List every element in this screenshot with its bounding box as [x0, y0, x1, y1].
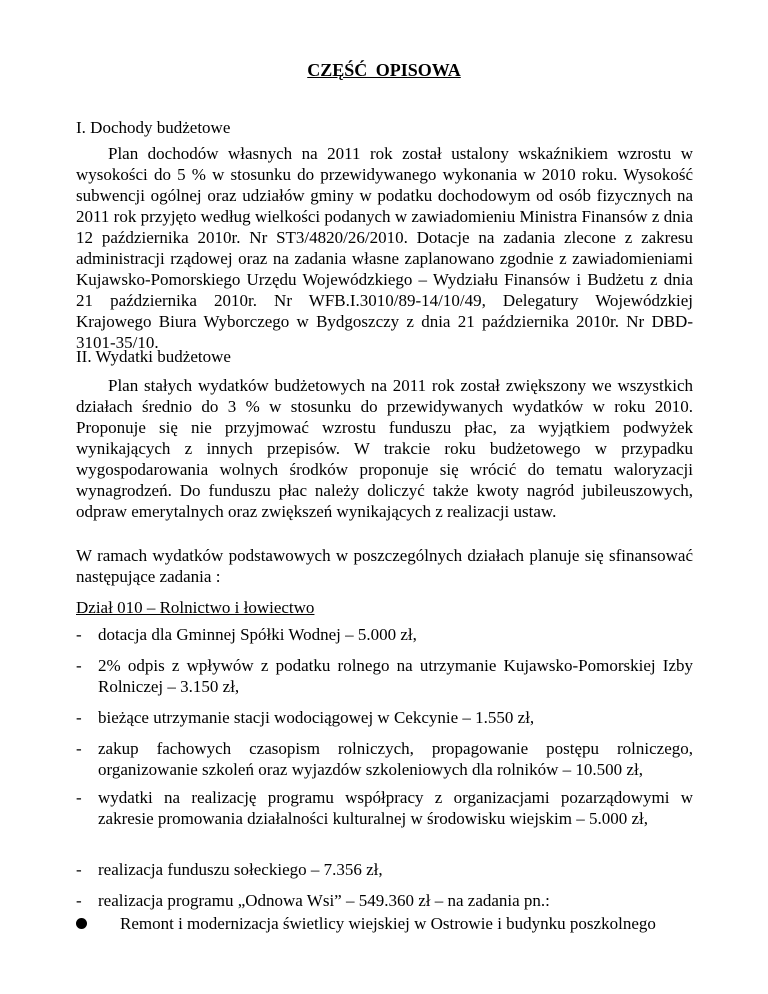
list-item — [76, 890, 693, 911]
list-item-text: zakup fachowych czasopism rolniczych, propagowanie postępu rolniczego, organizowanie szkoleń oraz wyjazdów szkoleniowych dla rolników – 10.500 zł, — [98, 739, 693, 779]
list-item-text: realizacja programu „Odnowa Wsi” – 549.360 zł – na zadania pn.: — [98, 891, 550, 910]
section-heading-income: I. Dochody budżetowe — [76, 118, 231, 137]
list-item-text: bieżące utrzymanie stacji wodociągowej w Cekcynie – 1.550 zł, — [98, 708, 535, 727]
department-010-heading: Dział 010 – Rolnictwo i łowiectwo — [76, 598, 315, 617]
list-item — [76, 655, 693, 697]
page-title: CZĘŚĆ OPISOWA — [307, 60, 461, 80]
list-item-text: realizacja funduszu sołeckiego – 7.356 zł, — [98, 860, 383, 879]
list-item — [76, 738, 693, 780]
expenses-intro-paragraph: W ramach wydatków podstawowych w poszczególnych działach planuje się sfinansować następujące zadania : — [76, 546, 693, 586]
dash-marker: - — [76, 708, 82, 727]
bullet-item-text: Remont i modernizacja świetlicy wiejskiej w Ostrowie i budynku poszkolnego — [120, 914, 656, 933]
dash-marker: - — [76, 625, 82, 644]
dash-marker: - — [76, 656, 82, 675]
expenses-paragraph: Plan stałych wydatków budżetowych na 2011 rok został zwiększony we wszystkich działach średnio do 3 % w stosunku do przewidywanych wydatków w roku 2010. Proponuje się nie przyjmować wzrostu funduszu płac, za wyjątkiem podwyżek wynikających z innych przepisów. W trakcie roku budżetowego w przypadku wygospodarowania wolnych środków proponuje się wrócić do tematu waloryzacji wynagrodzeń. Do funduszu płac należy doliczyć także kwoty nagród jubileuszowych, odpraw emerytalnych oraz zwiększeń wynikających z realizacji ustaw. — [76, 376, 693, 521]
dash-marker: - — [76, 860, 82, 879]
list-item-text: dotacja dla Gminnej Spółki Wodnej – 5.000 zł, — [98, 625, 417, 644]
list-item — [76, 624, 693, 645]
dash-marker: - — [76, 788, 82, 807]
bullet-dot-icon — [76, 918, 87, 929]
list-item — [76, 707, 693, 728]
list-item — [76, 859, 693, 880]
bullet-item — [76, 913, 693, 934]
dash-marker: - — [76, 891, 82, 910]
income-paragraph: Plan dochodów własnych na 2011 rok został ustalony wskaźnikiem wzrostu w wysokości do 5 % w stosunku do przewidywanego wykonania w 2010 roku. Wysokość subwencji ogólnej oraz udziałów gminy w podatku dochodowym od osób fizycznych na 2011 rok przyjęto według wielkości podanych w zawiadomieniu Ministra Finansów z dnia 12 października 2010r. Nr ST3/4820/26/2010. Dotacje na zadania zlecone z zakresu administracji rządowej oraz na zadania własne zaplanowano zgodnie z zawiadomieniami Kujawsko-Pomorskiego Urzędu Wojewódzkiego – Wydziału Finansów i Budżetu z dnia 21 października 2010r. Nr WFB.I.3010/89-14/10/49, Delegatury Wojewódzkiej Krajowego Biura Wyborczego w Bydgoszczy z dnia 21 października 2010r. Nr DBD-3101-35/10. — [76, 144, 693, 352]
list-item-text: wydatki na realizację programu współpracy z organizacjami pozarządowymi w zakresie promowania działalności kulturalnej w środowisku wiejskim – 5.000 zł, — [98, 788, 693, 828]
dash-marker: - — [76, 739, 82, 758]
list-item-text: 2% odpis z wpływów z podatku rolnego na utrzymanie Kujawsko-Pomorskiej Izby Rolniczej – 3.150 zł, — [98, 656, 693, 696]
list-item — [76, 787, 693, 829]
section-heading-expenses: II. Wydatki budżetowe — [76, 347, 231, 366]
